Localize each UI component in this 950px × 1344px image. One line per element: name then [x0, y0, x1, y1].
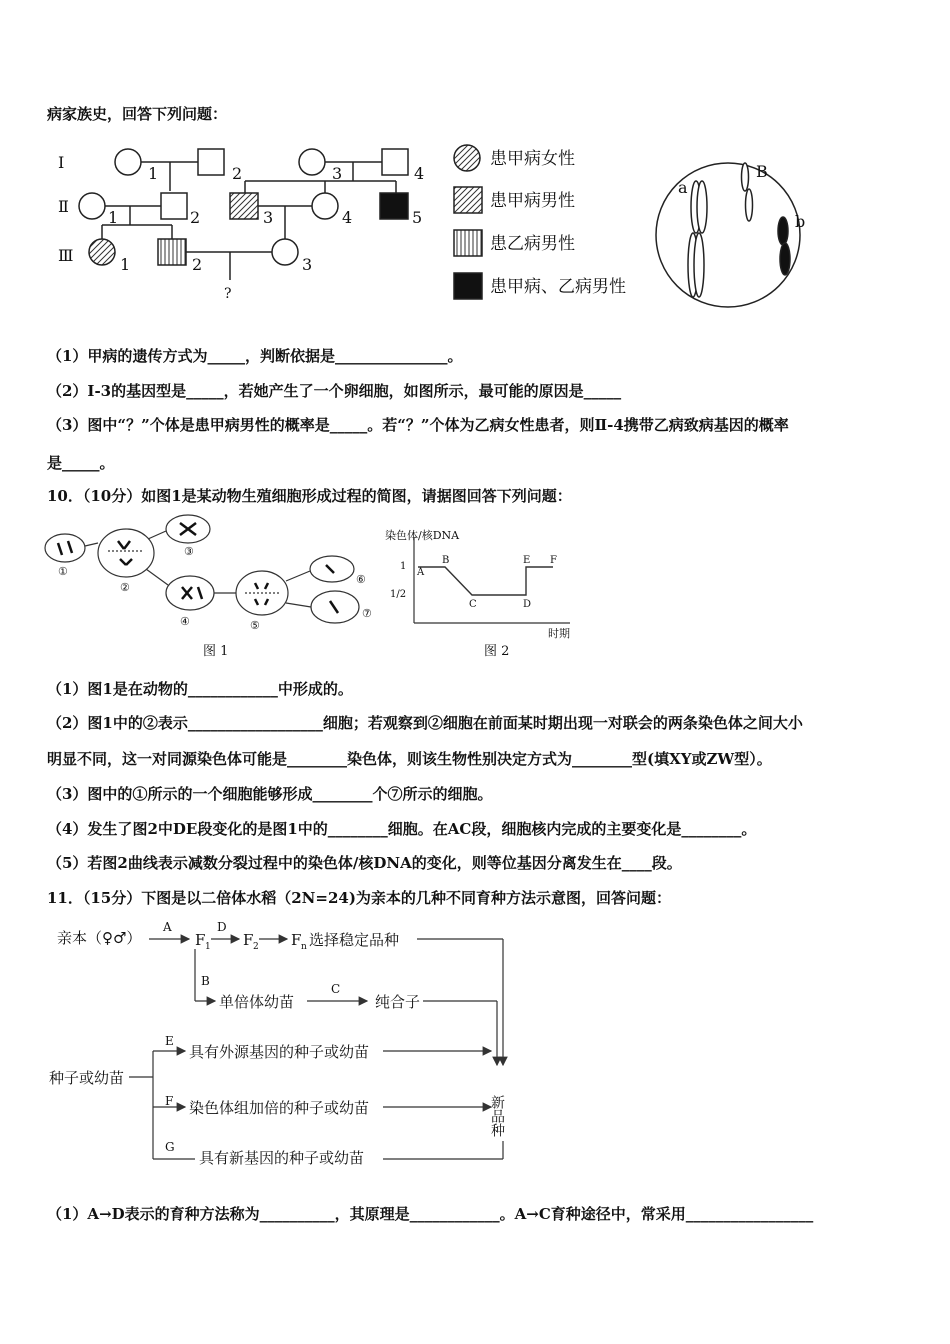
flow-B: B [201, 974, 210, 988]
breeding-flow-diagram [45, 915, 525, 1170]
ped-num: 4 [342, 208, 353, 227]
flow-E: E [165, 1034, 174, 1048]
q10-line-6: （5）若图2曲线表示减数分裂过程中的染色体/核DNA的变化，则等位基因分离发生在____段。 [47, 854, 682, 872]
chart-point-label-F: F [550, 555, 557, 566]
flow-Fn-sub: n [301, 942, 307, 952]
cell-label: ④ [180, 615, 190, 628]
legend-2: 患甲病男性 [490, 191, 575, 211]
gen-label-1: Ⅰ [58, 153, 65, 172]
ped-num: 3 [332, 164, 343, 183]
chart-ylabel: 染色体/核DNA [385, 529, 460, 542]
flow-A: A [163, 920, 172, 934]
flow-G: G [165, 1140, 175, 1154]
chart-series-line [418, 567, 553, 595]
chart-point-label-A: A [417, 567, 425, 578]
flow-parent: 亲本（♀♂） [57, 929, 142, 947]
fig2-caption: 图 2 [484, 644, 510, 659]
ped-num: 3 [302, 255, 313, 274]
cell-label: ⑥ [356, 573, 366, 586]
q9-line-1: （1）甲病的遗传方式为_____，判断依据是_______________。 [47, 347, 463, 365]
cell-division-figure [40, 513, 380, 663]
q9-line-4: 是_____。 [47, 454, 115, 472]
ped-num: 2 [190, 208, 201, 227]
flow-Fn: F [291, 931, 302, 949]
ped-num: 5 [412, 208, 423, 227]
ped-num: 2 [232, 164, 243, 183]
cell-1 [45, 534, 85, 562]
ped-num: 1 [120, 255, 131, 274]
q10-line-2: （2）图1中的②表示__________________细胞；若观察到②细胞在前面某时期出现一对联会的两条染色体之间大小 [47, 714, 803, 732]
gen-label-3: Ⅲ [58, 246, 74, 265]
ytick-half: 1/2 [390, 589, 407, 600]
flow-doubled: 染色体组加倍的种子或幼苗 [189, 1099, 370, 1117]
fig2-chart [380, 525, 600, 660]
q9-line-3: （3）图中“？”个体是患甲病男性的概率是_____。若“？”个体为乙病女性患者，则Ⅱ-4携带乙病致病基因的概率 [47, 416, 789, 434]
flow-foreign: 具有外源基因的种子或幼苗 [189, 1043, 370, 1061]
cell-label: ③ [184, 545, 194, 558]
chrom-label-a: a [678, 178, 688, 197]
legend-3: 患乙病男性 [490, 234, 575, 254]
ped-num: 1 [148, 164, 159, 183]
flow-pure: 纯合子 [375, 993, 421, 1011]
flow-seed: 种子或幼苗 [49, 1069, 125, 1087]
ped-unknown: ? [224, 286, 232, 302]
flow-D: D [217, 920, 227, 934]
pedigree-figure [40, 135, 920, 335]
intro-text: 病家族史，回答下列问题： [47, 105, 228, 123]
flow-F1: F [195, 931, 206, 949]
flow-F: F [165, 1094, 174, 1108]
cell-label: ⑤ [250, 619, 260, 632]
cell-6 [310, 556, 354, 582]
q11-line-1: （1）A→D表示的育种方法称为__________，其原理是____________。A→C育种途径中，常采用_________________ [47, 1205, 814, 1223]
flow-F2-sub: 2 [253, 942, 259, 952]
legend-4: 患甲病、乙病男性 [490, 277, 626, 297]
cell-label: ⑦ [362, 607, 372, 620]
ped-num: 3 [263, 208, 274, 227]
chart-point-label-D: D [523, 599, 532, 610]
q10-line-5: （4）发生了图2中DE段变化的是图1中的________细胞。在AC段，细胞核内完成的主要变化是________。 [47, 820, 757, 838]
flow-F2: F [243, 931, 254, 949]
cell-4 [166, 576, 214, 610]
cell-label: ② [120, 581, 130, 594]
gen-label-2: Ⅱ [58, 197, 69, 216]
flow-select: 选择稳定品种 [309, 931, 400, 949]
cell-label: ① [58, 565, 68, 578]
q9-line-2: （2）Ⅰ-3的基因型是_____，若她产生了一个卵细胞，如图所示，最可能的原因是_____ [47, 382, 622, 400]
ytick-1: 1 [400, 561, 407, 572]
chart-point-label-C: C [469, 599, 477, 610]
flow-F1-sub: 1 [205, 942, 211, 952]
flow-haploid: 单倍体幼苗 [219, 993, 295, 1011]
fig1-caption: 图 1 [203, 644, 229, 659]
chart-point-label-B: B [442, 555, 450, 566]
ped-num: 2 [192, 255, 203, 274]
ped-num: 4 [414, 164, 425, 183]
flow-C: C [331, 982, 341, 996]
q10-title: 10．（10分）如图1是某动物生殖细胞形成过程的简图，请据图回答下列问题： [47, 487, 572, 505]
q10-line-4: （3）图中的①所示的一个细胞能够形成________个⑦所示的细胞。 [47, 785, 493, 803]
q10-line-3: 明显不同，这一对同源染色体可能是________染色体，则该生物性别决定方式为________型(填XY或ZW型）。 [47, 750, 772, 768]
chrom-label-B: B [756, 162, 768, 181]
flow-newvar: 新品种 [489, 1095, 505, 1137]
ped-num: 1 [108, 208, 119, 227]
chrom-label-b: b [795, 212, 806, 231]
cell-2 [98, 529, 154, 577]
chart-xlabel: 时期 [548, 627, 570, 640]
q10-line-1: （1）图1是在动物的____________中形成的。 [47, 680, 353, 698]
chart-point-label-E: E [523, 555, 531, 566]
q11-title: 11．（15分）下图是以二倍体水稻（2N=24)为亲本的几种不同育种方法示意图，回答问题： [47, 889, 671, 907]
legend-1: 患甲病女性 [490, 149, 575, 169]
flow-newgene: 具有新基因的种子或幼苗 [199, 1149, 365, 1167]
